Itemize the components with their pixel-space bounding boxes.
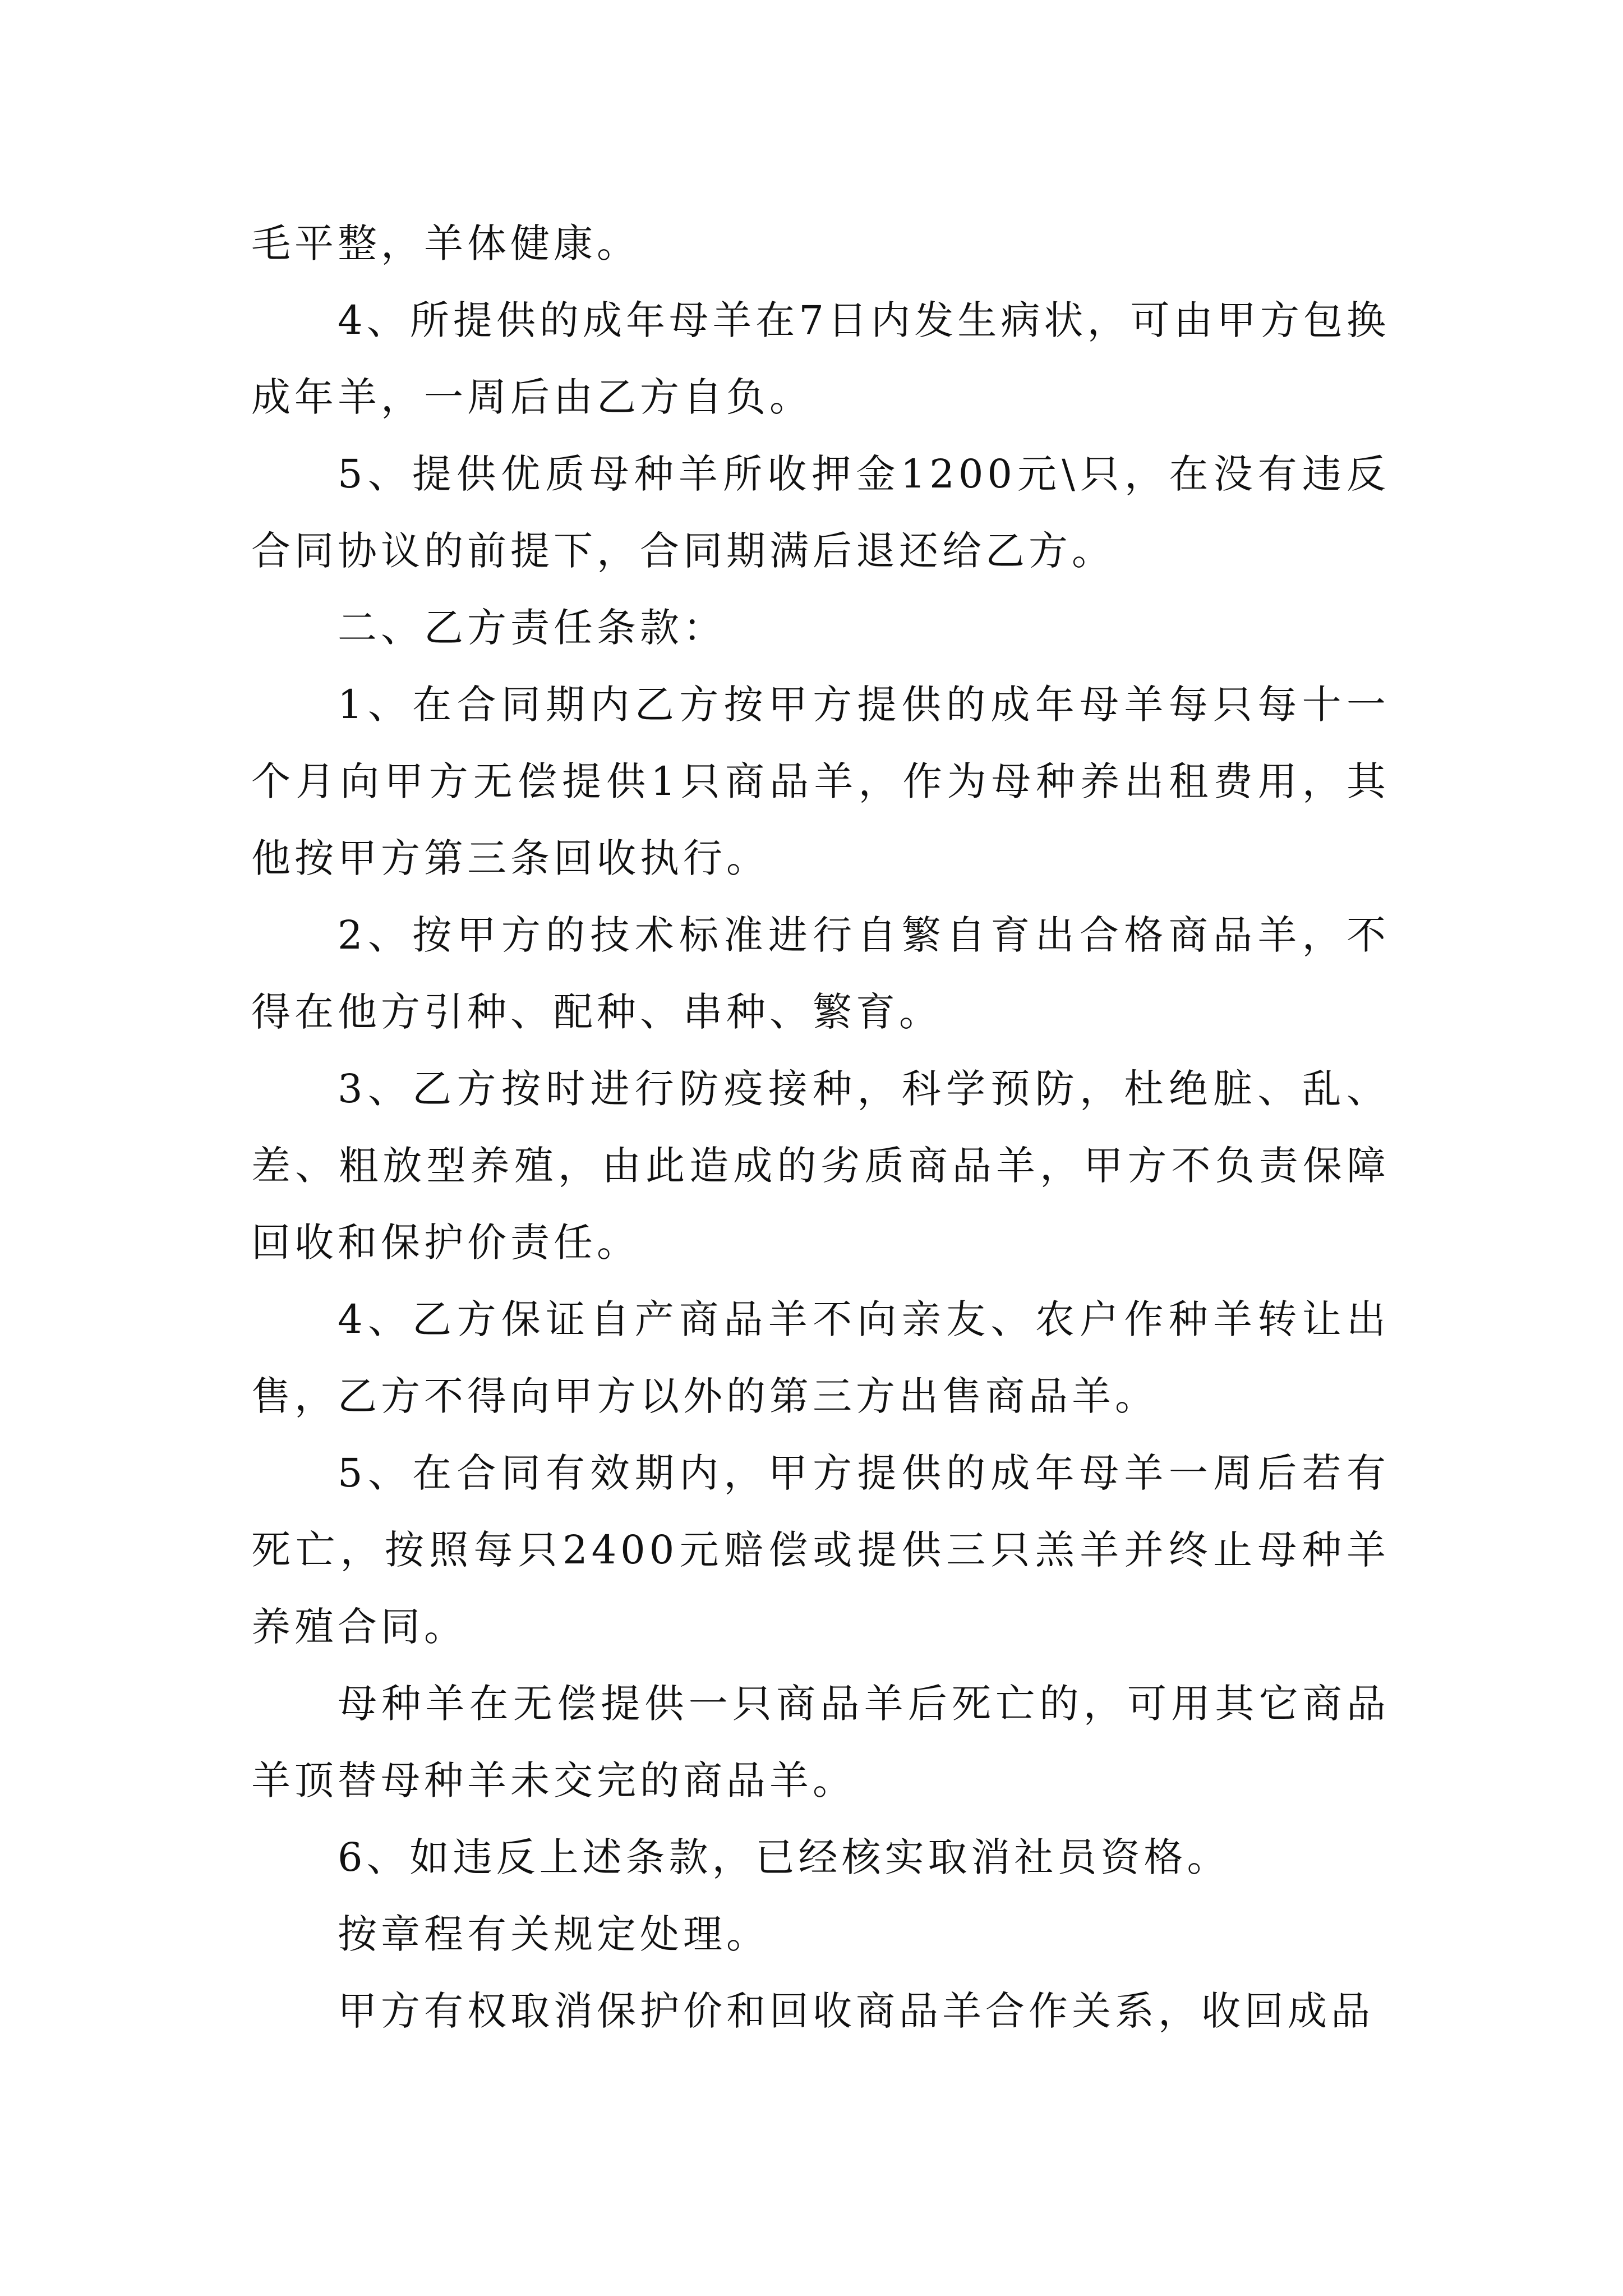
paragraph: 4、乙方保证自产商品羊不向亲友、农户作种羊转让出售，乙方不得向甲方以外的第三方出售商品羊。 — [251, 1296, 1390, 1419]
section-heading: 二、乙方责任条款： — [338, 605, 726, 651]
paragraph: 母种羊在无偿提供一只商品羊后死亡的，可用其它商品羊顶替母种羊未交完的商品羊。 — [251, 1681, 1390, 1803]
paragraph: 6、如违反上述条款，已经核实取消社员资格。 — [338, 1834, 1230, 1880]
paragraph: 按章程有关规定处理。 — [338, 1911, 769, 1957]
paragraph: 3、乙方按时进行防疫接种，科学预防，杜绝脏、乱、差、粗放型养殖，由此造成的劣质商品羊，甲方不负责保障回收和保护价责任。 — [251, 1066, 1390, 1266]
paragraph: 甲方有权取消保护价和回收商品羊合作关系，收回成品 — [338, 1988, 1374, 2034]
paragraph: 5、提供优质母种羊所收押金1200元\只，在没有违反合同协议的前提下，合同期满后退还给乙方。 — [251, 451, 1390, 574]
paragraph: 1、在合同期内乙方按甲方提供的成年母羊每只每十一个月向甲方无偿提供1只商品羊，作为母种养出租费用，其他按甲方第三条回收执行。 — [251, 682, 1390, 881]
document-body — [251, 205, 1390, 2050]
paragraph: 4、所提供的成年母羊在7日内发生病状，可由甲方包换成年羊，一周后由乙方自负。 — [251, 297, 1390, 420]
paragraph: 2、按甲方的技术标准进行自繁自育出合格商品羊，不得在他方引种、配种、串种、繁育。 — [251, 912, 1390, 1035]
paragraph: 毛平整，羊体健康。 — [251, 220, 640, 266]
paragraph: 5、在合同有效期内，甲方提供的成年母羊一周后若有死亡，按照每只2400元赔偿或提供三只羔羊并终止母种羊养殖合同。 — [251, 1450, 1390, 1650]
